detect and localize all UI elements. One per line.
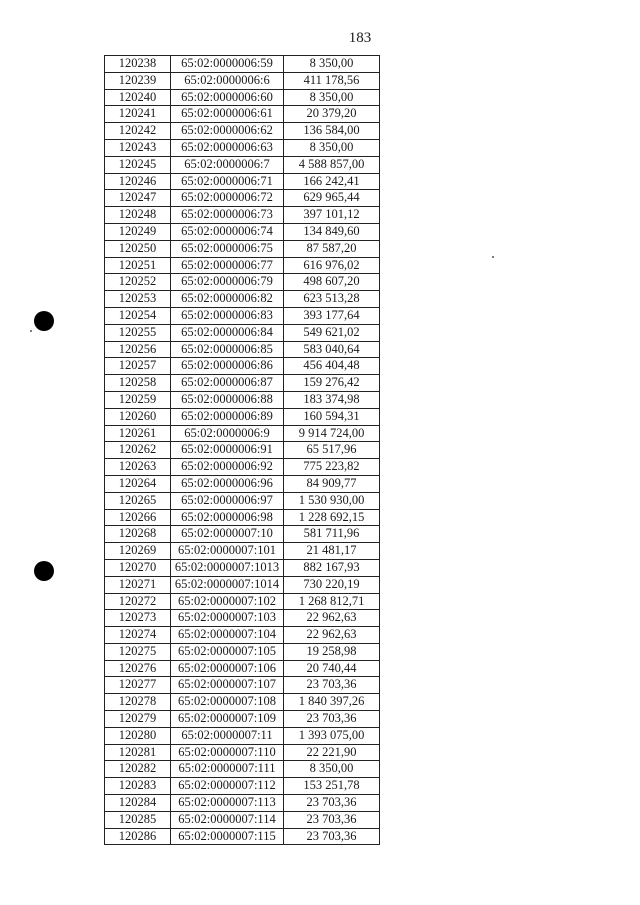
cadastral-number-cell: 65:02:0000007:107 <box>171 677 284 694</box>
table-row <box>105 106 380 123</box>
record-number-cell: 120263 <box>105 459 171 476</box>
cadastral-number-cell: 65:02:0000006:7 <box>171 156 284 173</box>
record-number-cell: 120268 <box>105 526 171 543</box>
record-number-cell: 120257 <box>105 358 171 375</box>
table-row <box>105 543 380 560</box>
record-number-cell: 120248 <box>105 207 171 224</box>
table-row <box>105 559 380 576</box>
record-number-cell: 120282 <box>105 761 171 778</box>
value-cell: 4 588 857,00 <box>284 156 380 173</box>
value-cell: 775 223,82 <box>284 459 380 476</box>
table-row <box>105 274 380 291</box>
cadastral-number-cell: 65:02:0000006:6 <box>171 72 284 89</box>
value-cell: 22 962,63 <box>284 627 380 644</box>
value-cell: 411 178,56 <box>284 72 380 89</box>
value-cell: 8 350,00 <box>284 89 380 106</box>
table-row <box>105 576 380 593</box>
table-row <box>105 811 380 828</box>
record-number-cell: 120239 <box>105 72 171 89</box>
table-row <box>105 307 380 324</box>
cadastral-number-cell: 65:02:0000006:60 <box>171 89 284 106</box>
table-row <box>105 778 380 795</box>
table-row <box>105 408 380 425</box>
value-cell: 456 404,48 <box>284 358 380 375</box>
cadastral-number-cell: 65:02:0000007:101 <box>171 543 284 560</box>
table-row <box>105 89 380 106</box>
cadastral-number-cell: 65:02:0000006:91 <box>171 442 284 459</box>
table-row <box>105 711 380 728</box>
cadastral-number-cell: 65:02:0000007:106 <box>171 660 284 677</box>
cadastral-number-cell: 65:02:0000006:96 <box>171 475 284 492</box>
cadastral-number-cell: 65:02:0000006:77 <box>171 257 284 274</box>
record-number-cell: 120265 <box>105 492 171 509</box>
table-row <box>105 358 380 375</box>
cadastral-number-cell: 65:02:0000006:74 <box>171 223 284 240</box>
value-cell: 1 268 812,71 <box>284 593 380 610</box>
value-cell: 20 740,44 <box>284 660 380 677</box>
cadastral-number-cell: 65:02:0000007:1014 <box>171 576 284 593</box>
value-cell: 549 621,02 <box>284 324 380 341</box>
table-row <box>105 223 380 240</box>
value-cell: 393 177,64 <box>284 307 380 324</box>
table-row <box>105 240 380 257</box>
record-number-cell: 120247 <box>105 190 171 207</box>
cadastral-number-cell: 65:02:0000007:108 <box>171 694 284 711</box>
table-row <box>105 190 380 207</box>
table-row <box>105 291 380 308</box>
table-row <box>105 492 380 509</box>
table-row <box>105 475 380 492</box>
table-row <box>105 72 380 89</box>
cadastral-number-cell: 65:02:0000007:115 <box>171 828 284 845</box>
record-number-cell: 120259 <box>105 391 171 408</box>
value-cell: 8 350,00 <box>284 139 380 156</box>
record-number-cell: 120238 <box>105 56 171 73</box>
cadastral-number-cell: 65:02:0000007:105 <box>171 643 284 660</box>
cadastral-number-cell: 65:02:0000006:79 <box>171 274 284 291</box>
record-number-cell: 120254 <box>105 307 171 324</box>
value-cell: 8 350,00 <box>284 761 380 778</box>
record-number-cell: 120286 <box>105 828 171 845</box>
scan-speck <box>492 256 494 258</box>
cadastral-number-cell: 65:02:0000007:11 <box>171 727 284 744</box>
record-number-cell: 120262 <box>105 442 171 459</box>
cadastral-number-cell: 65:02:0000006:71 <box>171 173 284 190</box>
record-number-cell: 120281 <box>105 744 171 761</box>
table-row <box>105 677 380 694</box>
value-cell: 19 258,98 <box>284 643 380 660</box>
record-number-cell: 120284 <box>105 795 171 812</box>
record-number-cell: 120255 <box>105 324 171 341</box>
value-cell: 136 584,00 <box>284 123 380 140</box>
punch-hole-bottom <box>34 561 54 581</box>
value-cell: 397 101,12 <box>284 207 380 224</box>
value-cell: 84 909,77 <box>284 475 380 492</box>
cadastral-number-cell: 65:02:0000007:1013 <box>171 559 284 576</box>
table-row <box>105 156 380 173</box>
table-row <box>105 694 380 711</box>
record-number-cell: 120253 <box>105 291 171 308</box>
cadastral-number-cell: 65:02:0000006:82 <box>171 291 284 308</box>
record-number-cell: 120279 <box>105 711 171 728</box>
table-row <box>105 56 380 73</box>
value-cell: 159 276,42 <box>284 375 380 392</box>
table-row <box>105 425 380 442</box>
value-cell: 87 587,20 <box>284 240 380 257</box>
table-row <box>105 324 380 341</box>
cadastral-number-cell: 65:02:0000007:109 <box>171 711 284 728</box>
cadastral-number-cell: 65:02:0000006:85 <box>171 341 284 358</box>
cadastral-number-cell: 65:02:0000006:88 <box>171 391 284 408</box>
record-number-cell: 120243 <box>105 139 171 156</box>
punch-hole-top <box>34 311 54 331</box>
cadastral-number-cell: 65:02:0000007:104 <box>171 627 284 644</box>
value-cell: 23 703,36 <box>284 711 380 728</box>
cadastral-number-cell: 65:02:0000006:87 <box>171 375 284 392</box>
record-number-cell: 120256 <box>105 341 171 358</box>
record-number-cell: 120240 <box>105 89 171 106</box>
value-cell: 882 167,93 <box>284 559 380 576</box>
record-number-cell: 120280 <box>105 727 171 744</box>
record-number-cell: 120285 <box>105 811 171 828</box>
table-row <box>105 391 380 408</box>
value-cell: 9 914 724,00 <box>284 425 380 442</box>
table-row <box>105 593 380 610</box>
cadastral-number-cell: 65:02:0000007:114 <box>171 811 284 828</box>
table-row <box>105 744 380 761</box>
table-row <box>105 257 380 274</box>
record-number-cell: 120241 <box>105 106 171 123</box>
cadastral-number-cell: 65:02:0000006:73 <box>171 207 284 224</box>
cadastral-number-cell: 65:02:0000006:83 <box>171 307 284 324</box>
record-number-cell: 120277 <box>105 677 171 694</box>
cadastral-number-cell: 65:02:0000006:98 <box>171 509 284 526</box>
table-row <box>105 341 380 358</box>
value-cell: 23 703,36 <box>284 677 380 694</box>
cadastral-number-cell: 65:02:0000006:89 <box>171 408 284 425</box>
value-cell: 20 379,20 <box>284 106 380 123</box>
value-cell: 583 040,64 <box>284 341 380 358</box>
cadastral-number-cell: 65:02:0000006:9 <box>171 425 284 442</box>
record-number-cell: 120274 <box>105 627 171 644</box>
cadastral-table-body <box>105 56 380 845</box>
cadastral-number-cell: 65:02:0000007:103 <box>171 610 284 627</box>
value-cell: 160 594,31 <box>284 408 380 425</box>
record-number-cell: 120269 <box>105 543 171 560</box>
value-cell: 616 976,02 <box>284 257 380 274</box>
table-row <box>105 207 380 224</box>
cadastral-number-cell: 65:02:0000006:72 <box>171 190 284 207</box>
value-cell: 1 228 692,15 <box>284 509 380 526</box>
table-row <box>105 442 380 459</box>
table-row <box>105 660 380 677</box>
value-cell: 22 962,63 <box>284 610 380 627</box>
cadastral-number-cell: 65:02:0000007:10 <box>171 526 284 543</box>
record-number-cell: 120272 <box>105 593 171 610</box>
table-row <box>105 173 380 190</box>
value-cell: 23 703,36 <box>284 795 380 812</box>
record-number-cell: 120260 <box>105 408 171 425</box>
table-row <box>105 828 380 845</box>
record-number-cell: 120271 <box>105 576 171 593</box>
record-number-cell: 120283 <box>105 778 171 795</box>
value-cell: 1 840 397,26 <box>284 694 380 711</box>
table-row <box>105 761 380 778</box>
value-cell: 629 965,44 <box>284 190 380 207</box>
record-number-cell: 120275 <box>105 643 171 660</box>
cadastral-number-cell: 65:02:0000007:110 <box>171 744 284 761</box>
value-cell: 22 221,90 <box>284 744 380 761</box>
value-cell: 21 481,17 <box>284 543 380 560</box>
cadastral-number-cell: 65:02:0000007:102 <box>171 593 284 610</box>
table-row <box>105 643 380 660</box>
record-number-cell: 120261 <box>105 425 171 442</box>
record-number-cell: 120264 <box>105 475 171 492</box>
record-number-cell: 120251 <box>105 257 171 274</box>
table-row <box>105 795 380 812</box>
cadastral-number-cell: 65:02:0000006:92 <box>171 459 284 476</box>
value-cell: 153 251,78 <box>284 778 380 795</box>
scan-speck <box>30 330 32 332</box>
cadastral-table <box>104 55 380 845</box>
record-number-cell: 120242 <box>105 123 171 140</box>
record-number-cell: 120250 <box>105 240 171 257</box>
record-number-cell: 120245 <box>105 156 171 173</box>
table-row <box>105 123 380 140</box>
table-row <box>105 610 380 627</box>
value-cell: 183 374,98 <box>284 391 380 408</box>
cadastral-number-cell: 65:02:0000006:86 <box>171 358 284 375</box>
record-number-cell: 120278 <box>105 694 171 711</box>
value-cell: 23 703,36 <box>284 811 380 828</box>
record-number-cell: 120276 <box>105 660 171 677</box>
table-row <box>105 139 380 156</box>
value-cell: 166 242,41 <box>284 173 380 190</box>
value-cell: 1 530 930,00 <box>284 492 380 509</box>
table-row <box>105 526 380 543</box>
record-number-cell: 120258 <box>105 375 171 392</box>
value-cell: 65 517,96 <box>284 442 380 459</box>
cadastral-number-cell: 65:02:0000007:113 <box>171 795 284 812</box>
cadastral-number-cell: 65:02:0000006:61 <box>171 106 284 123</box>
table-row <box>105 459 380 476</box>
cadastral-number-cell: 65:02:0000006:62 <box>171 123 284 140</box>
value-cell: 730 220,19 <box>284 576 380 593</box>
table-row <box>105 375 380 392</box>
cadastral-number-cell: 65:02:0000006:63 <box>171 139 284 156</box>
value-cell: 498 607,20 <box>284 274 380 291</box>
table-row <box>105 627 380 644</box>
table-row <box>105 509 380 526</box>
value-cell: 134 849,60 <box>284 223 380 240</box>
record-number-cell: 120249 <box>105 223 171 240</box>
value-cell: 623 513,28 <box>284 291 380 308</box>
cadastral-number-cell: 65:02:0000006:97 <box>171 492 284 509</box>
record-number-cell: 120252 <box>105 274 171 291</box>
cadastral-number-cell: 65:02:0000006:75 <box>171 240 284 257</box>
value-cell: 581 711,96 <box>284 526 380 543</box>
cadastral-number-cell: 65:02:0000006:59 <box>171 56 284 73</box>
cadastral-number-cell: 65:02:0000007:112 <box>171 778 284 795</box>
value-cell: 8 350,00 <box>284 56 380 73</box>
record-number-cell: 120270 <box>105 559 171 576</box>
page-number: 183 <box>348 30 372 46</box>
cadastral-number-cell: 65:02:0000006:84 <box>171 324 284 341</box>
value-cell: 23 703,36 <box>284 828 380 845</box>
cadastral-number-cell: 65:02:0000007:111 <box>171 761 284 778</box>
record-number-cell: 120273 <box>105 610 171 627</box>
record-number-cell: 120266 <box>105 509 171 526</box>
record-number-cell: 120246 <box>105 173 171 190</box>
value-cell: 1 393 075,00 <box>284 727 380 744</box>
table-row <box>105 727 380 744</box>
